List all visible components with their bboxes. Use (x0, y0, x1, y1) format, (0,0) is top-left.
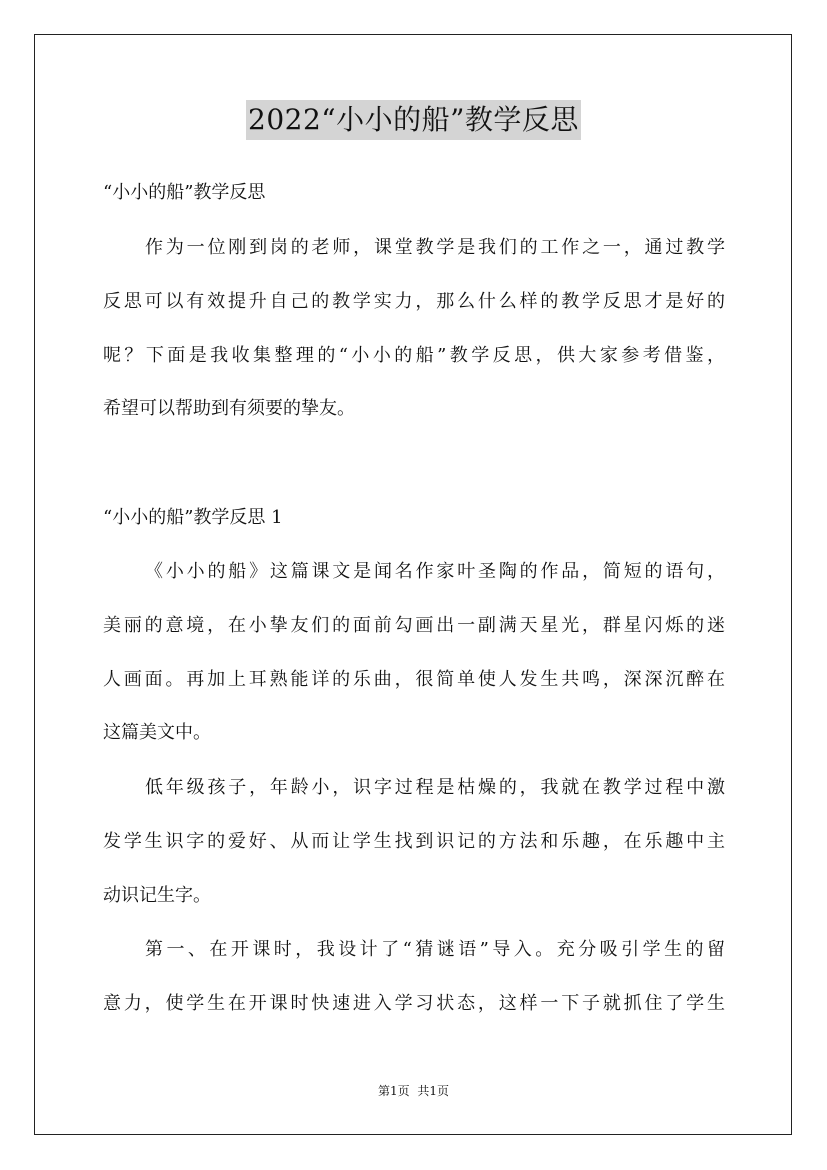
section-heading: “小小的船”教学反思 1 (103, 507, 283, 528)
paragraph1-line-1: 《小小的船》这篇课文是闻名作家叶圣陶的作品，简短的语句， (145, 561, 725, 582)
paragraph1-line-4: 这篇美文中。 (103, 722, 211, 743)
paragraph2-line-3: 动识记生字。 (103, 885, 211, 906)
page-footer (0, 1083, 827, 1099)
paragraph2-line-2: 发学生识字的爱好、从而让学生找到识记的方法和乐趣，在乐趣中主 (103, 831, 725, 852)
intro-line-4: 希望可以帮助到有须要的挚友。 (103, 398, 355, 419)
page-number-total: 共1页 (417, 1084, 449, 1098)
document-title: 2022“小小的船”教学反思 (246, 100, 581, 140)
intro-line-1: 作为一位刚到岗的老师，课堂教学是我们的工作之一，通过教学 (145, 237, 725, 258)
title-container (0, 100, 827, 140)
intro-line-3: 呢？下面是我收集整理的“小小的船”教学反思，供大家参考借鉴， (103, 345, 725, 366)
paragraph3-line-2: 意力，使学生在开课时快速进入学习状态，这样一下子就抓住了学生 (103, 993, 725, 1014)
paragraph3-line-1: 第一、在开课时，我设计了“猜谜语”导入。充分吸引学生的留 (145, 939, 725, 960)
document-subtitle: “小小的船”教学反思 (103, 182, 266, 203)
paragraph1-line-2: 美丽的意境，在小挚友们的面前勾画出一副满天星光，群星闪烁的迷 (103, 615, 725, 636)
page-number-current: 第1页 (378, 1084, 410, 1098)
paragraph2-line-1: 低年级孩子，年龄小，识字过程是枯燥的，我就在教学过程中激 (145, 777, 725, 798)
intro-line-2: 反思可以有效提升自己的教学实力，那么什么样的教学反思才是好的 (103, 291, 725, 312)
paragraph1-line-3: 人画面。再加上耳熟能详的乐曲，很简单使人发生共鸣，深深沉醉在 (103, 669, 725, 690)
